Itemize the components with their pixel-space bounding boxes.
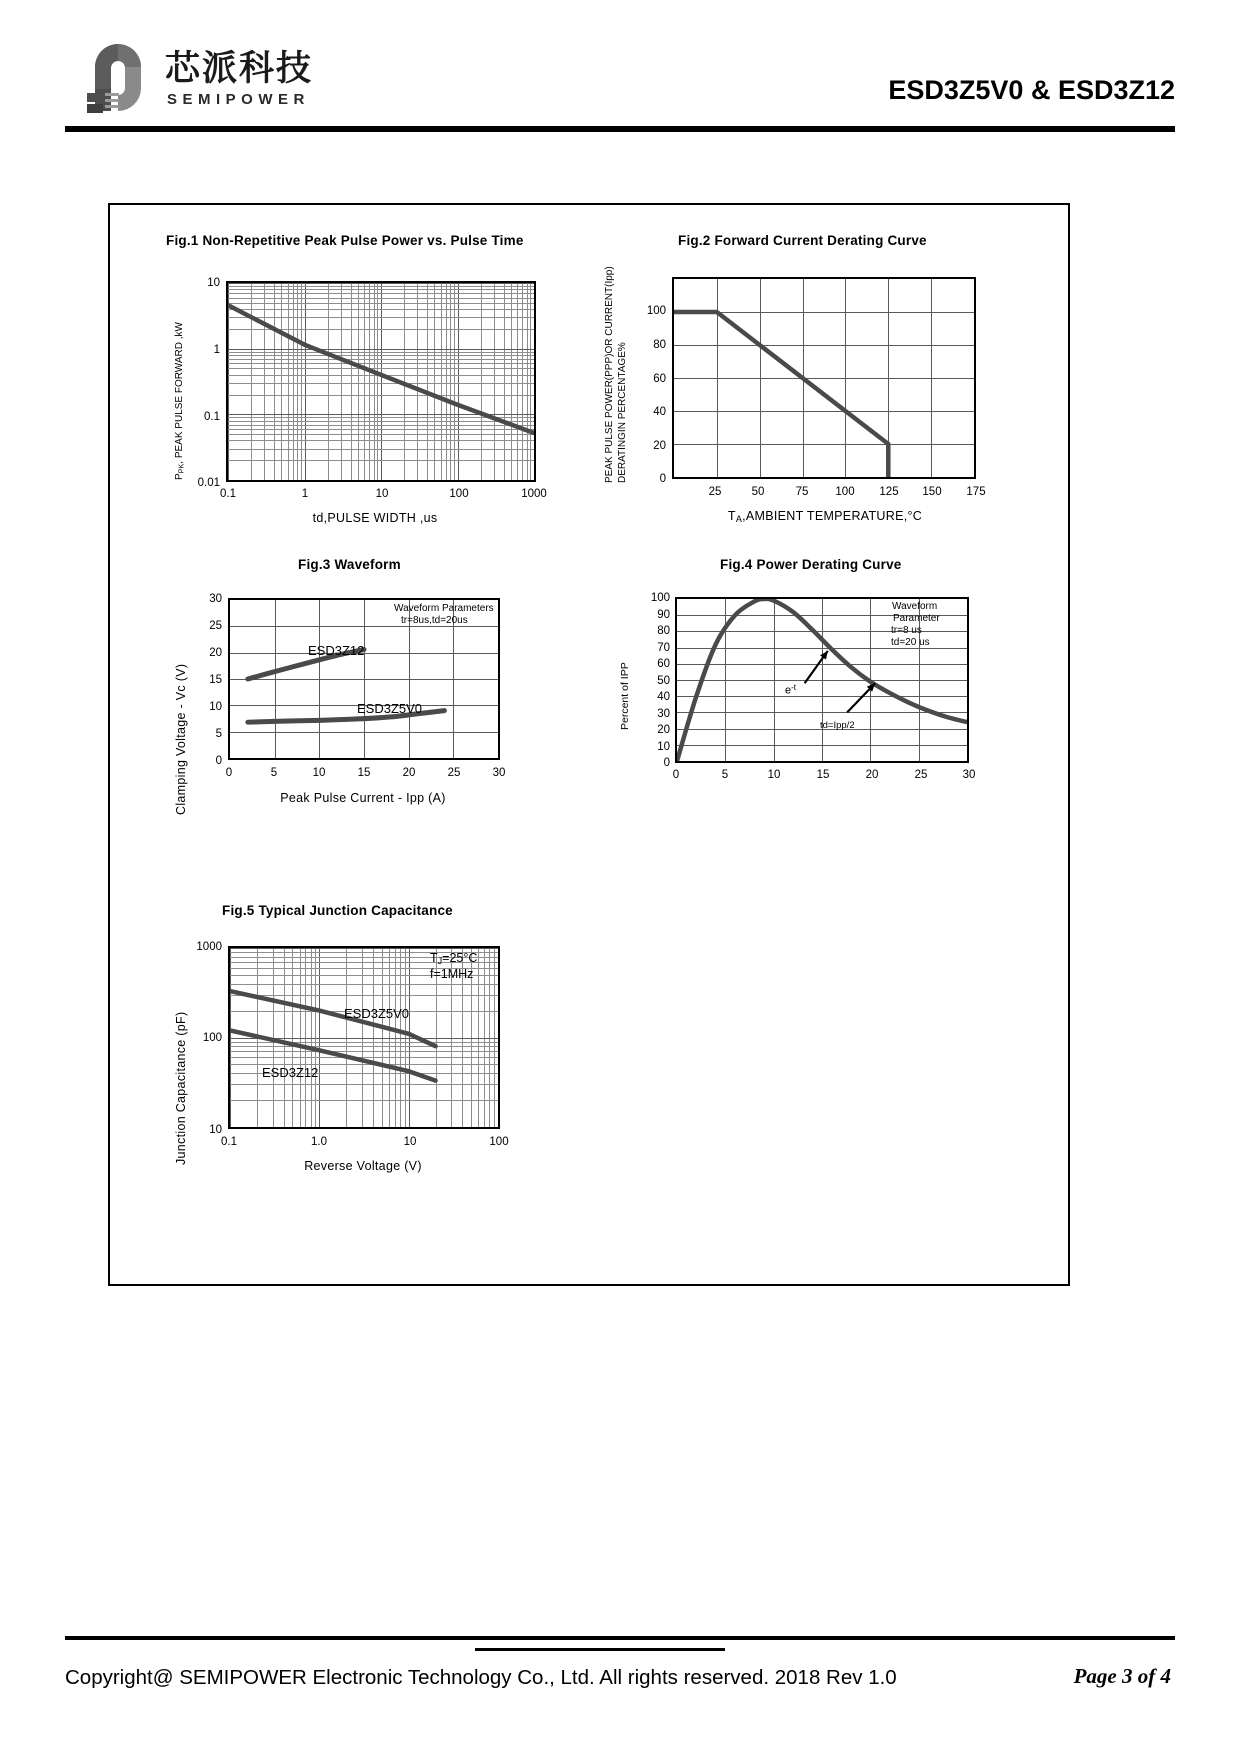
figure-3-x-axis-title: Peak Pulse Current - Ipp (A) (280, 791, 446, 805)
figure-4-y-axis-title: Percent of IPP (619, 662, 631, 730)
figure-3-xtick-0: 0 (225, 767, 233, 779)
figure-2-ytick-4: 20 (653, 440, 666, 452)
figure-4-annotation-line1: Waveform (892, 601, 938, 612)
figure-4-annotation-line3: tr=8 us (891, 625, 922, 636)
figure-4-ytick-4: 60 (657, 658, 670, 670)
figure-2-x-axis-title (728, 509, 922, 524)
data-curve (228, 305, 534, 433)
figure-4-xtick-4: 20 (865, 769, 879, 781)
figure-4-ytick-8: 20 (657, 724, 670, 736)
logo-chinese-text: 芯派科技 (165, 49, 314, 89)
figure-1-xtick-3: 100 (449, 488, 469, 500)
figure-5-ytick-2: 10 (209, 1124, 222, 1136)
logo-english-text: SEMIPOWER (167, 91, 310, 108)
figure-5-series-label-esd3z5v0: ESD3Z5V0 (344, 1006, 410, 1021)
figure-1-ytick-1: 1 (213, 344, 220, 356)
figure-4-xtick-6: 30 (962, 769, 976, 781)
figure-5-tj-prefix: T (430, 951, 438, 965)
gridline-horizontal (228, 480, 534, 481)
figure-5-xtick-1: 1.0 (311, 1136, 327, 1148)
figure-5-title: Fig.5 Typical Junction Capacitance (222, 903, 453, 918)
figure-5-annotation-freq: f=1MHz (430, 967, 474, 981)
figure-1 (110, 205, 580, 535)
figure-2-ytick-1: 80 (653, 339, 666, 351)
figure-4 (580, 535, 1072, 835)
figure-1-y-subscript: PK (176, 463, 186, 474)
footer-divider-mid (475, 1648, 725, 1651)
figure-4-ytick-6: 40 (657, 691, 670, 703)
footer-page-number: Page 3 of 4 (1073, 1664, 1171, 1688)
figure-2-x-main: ,AMBIENT TEMPERATURE,°C (742, 509, 923, 523)
figure-4-ytick-0: 100 (650, 592, 670, 604)
figure-3-series-label-esd3z5v0: ESD3Z5V0 (357, 701, 423, 716)
figure-2-xtick-2: 75 (795, 486, 809, 498)
data-curve (230, 1030, 436, 1080)
figure-4-exp-marker-label (785, 683, 796, 698)
figure-1-y-prefix: P (174, 473, 185, 480)
figure-2-xtick-0: 25 (708, 486, 722, 498)
figure-1-xtick-4: 1000 (521, 488, 547, 500)
figure-5-ytick-0: 1000 (196, 941, 222, 953)
figure-3-xtick-2: 10 (312, 767, 326, 779)
figure-3-annotation-line2: tr=8us,td=20us (401, 615, 468, 626)
figure-3-ytick-5: 5 (215, 728, 222, 740)
figure-2-title: Fig.2 Forward Current Derating Curve (678, 233, 927, 248)
gridline-vertical (498, 948, 499, 1127)
figure-3-xtick-3: 15 (357, 767, 371, 779)
figure-2-ytick-5: 0 (659, 473, 666, 485)
figure-5-tj-subscript: J (437, 955, 443, 966)
figure-1-title: Fig.1 Non-Repetitive Peak Pulse Power vs. Pulse Time (166, 233, 524, 248)
figure-5-y-axis-title: Junction Capacitance (pF) (174, 1011, 188, 1165)
figure-3-ytick-0: 30 (209, 593, 222, 605)
figure-2 (580, 205, 1072, 535)
figure-2-ytick-2: 60 (653, 373, 666, 385)
figure-5-xtick-2: 10 (403, 1136, 417, 1148)
figure-1-plot (226, 281, 536, 482)
figure-1-xtick-2: 10 (375, 488, 389, 500)
figure-4-exp-superscript: -t (791, 683, 796, 692)
figure-1-ytick-3: 0.01 (197, 477, 220, 489)
figure-2-y-axis-title-line1: PEAK PULSE POWER(PPP)OR CURRENT(Ipp) (604, 266, 615, 483)
figure-3-xtick-4: 20 (402, 767, 416, 779)
figure-4-ytick-1: 90 (657, 609, 670, 621)
figure-4-ytick-9: 10 (657, 741, 670, 753)
figure-3-ytick-2: 20 (209, 647, 222, 659)
figure-3-xtick-6: 30 (492, 767, 506, 779)
figure-4-ytick-7: 30 (657, 708, 670, 720)
figure-2-x-prefix: T (727, 509, 736, 523)
figure-4-xtick-0: 0 (672, 769, 680, 781)
figure-1-ytick-2: 0.1 (204, 411, 220, 423)
figure-4-xtick-1: 5 (721, 769, 729, 781)
figure-2-xtick-5: 150 (922, 486, 942, 498)
figure-4-ytick-2: 80 (657, 625, 670, 637)
figure-4-ytick-10: 0 (663, 757, 670, 769)
plot-canvas (674, 279, 974, 477)
figure-4-xtick-3: 15 (816, 769, 830, 781)
figure-2-xtick-6: 175 (966, 486, 986, 498)
figure-1-ytick-0: 10 (207, 277, 220, 289)
figure-1-xtick-1: 1 (301, 488, 309, 500)
figure-4-td-marker-label: td=Ipp/2 (820, 720, 855, 731)
figure-4-annotation-line2: Parameter (893, 613, 940, 624)
figure-2-ytick-3: 40 (653, 406, 666, 418)
figure-4-annotation-line4: td=20 us (891, 637, 930, 648)
figure-3-ytick-4: 10 (209, 701, 222, 713)
page-header (65, 35, 1175, 130)
figure-2-x-subscript: A (735, 513, 743, 524)
figure-5-x-axis-title: Reverse Voltage (V) (304, 1159, 422, 1173)
figure-4-title: Fig.4 Power Derating Curve (720, 557, 902, 572)
figure-2-y-axis-title-line2: DERATINGIN PERCENTAGE% (617, 342, 628, 483)
figure-3 (110, 535, 580, 835)
figure-2-xtick-1: 50 (751, 486, 765, 498)
semipower-logo-icon (85, 37, 151, 115)
figure-5-annotation-tj (430, 951, 477, 967)
figure-4-ytick-3: 70 (657, 642, 670, 654)
figure-5-xtick-3: 100 (489, 1136, 509, 1148)
gridline-vertical (534, 283, 535, 480)
figure-3-title: Fig.3 Waveform (298, 557, 401, 572)
figure-3-y-axis-title: Clamping Voltage - Vc (V) (174, 663, 188, 815)
figure-5-tj-main: =25°C (442, 951, 478, 965)
figure-3-xtick-1: 5 (270, 767, 278, 779)
figure-1-y-main: , PEAK PULSE FORWARD ,kW (174, 322, 185, 464)
figure-3-xtick-5: 25 (447, 767, 461, 779)
figure-3-ytick-3: 15 (209, 674, 222, 686)
figure-4-xtick-5: 25 (914, 769, 928, 781)
figure-2-plot (672, 277, 976, 479)
figure-2-xtick-4: 125 (879, 486, 899, 498)
gridline-horizontal (230, 1127, 498, 1128)
figure-5-series-label-esd3z12: ESD3Z12 (262, 1065, 319, 1080)
figure-4-ytick-5: 50 (657, 675, 670, 687)
figure-5 (110, 865, 580, 1195)
figure-3-annotation-line1: Waveform Parameters (394, 603, 494, 614)
header-divider (65, 126, 1175, 132)
figure-2-ytick-0: 100 (646, 305, 666, 317)
plot-canvas (228, 283, 534, 480)
figure-3-ytick-6: 0 (215, 755, 222, 767)
figure-5-ytick-1: 100 (202, 1032, 222, 1044)
figure-1-xtick-0: 0.1 (220, 488, 236, 500)
page-title: ESD3Z5V0 & ESD3Z12 (888, 75, 1175, 105)
figure-3-series-label-esd3z12: ESD3Z12 (308, 643, 365, 658)
figure-2-xtick-3: 100 (835, 486, 855, 498)
figure-5-xtick-0: 0.1 (221, 1136, 237, 1148)
figure-1-x-axis-title: td,PULSE WIDTH ,us (312, 511, 438, 525)
figures-container (108, 203, 1070, 1286)
figure-4-xtick-2: 10 (767, 769, 781, 781)
data-curve (674, 312, 888, 477)
figure-4-exp-base: e (785, 684, 792, 697)
company-logo (85, 35, 355, 120)
figure-3-ytick-1: 25 (209, 620, 222, 632)
footer-divider-top (65, 1636, 1175, 1640)
footer-copyright: Copyright@ SEMIPOWER Electronic Technology Co., Ltd. All rights reserved. 2018 Rev 1.0 (65, 1666, 897, 1689)
